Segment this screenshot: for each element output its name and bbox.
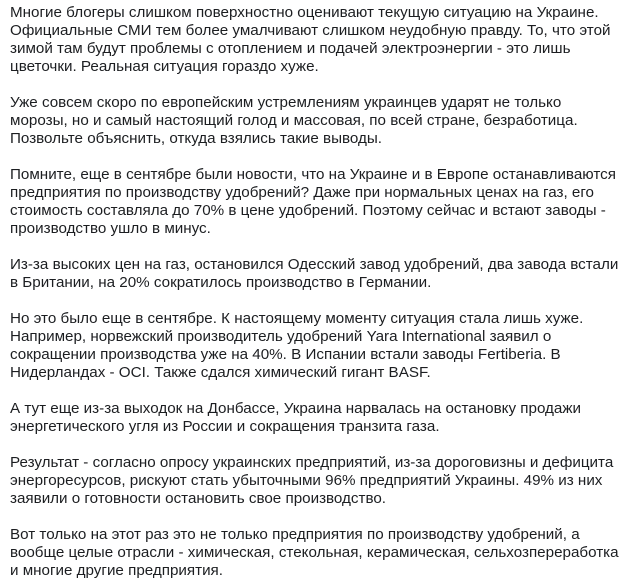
paragraph-1: Многие блогеры слишком поверхностно оценивают текущую ситуацию на Украине. Официальные СМИ тем более умалчивают слишком неудобную правду. То, что этой зимой там будут проблемы с отоплением и подачей электроэнергии - это лишь цветочки. Реальная ситуация гораздо хуже.: [10, 4, 611, 75]
paragraph-6: А тут еще из-за выходок на Донбассе, Украина нарвалась на остановку продажи энергетического угля из России и сокращения транзита газа.: [10, 400, 582, 435]
paragraph-2: Уже совсем скоро по европейским устремлениям украинцев ударят не только морозы, но и самый настоящий голод и массовая, по всей стране, безработица. Позвольте объяснить, откуда взялись такие выводы.: [10, 94, 578, 147]
paragraph-5: Но это было еще в сентябре. К настоящему моменту ситуация стала лишь хуже. Например, норвежский производитель удобрений Yara International заявил о сокращении производства уже на 40%. В Испании встали заводы Fertiberia. В Нидерландах - OCI. Также сдался химический гигант BASF.: [10, 310, 584, 381]
paragraph-3: Помните, еще в сентябре были новости, что на Украине и в Европе останавливаются предприятия по производству удобрений? Даже при нормальных ценах на газ, его стоимость составляла до 70% в цене удобрений. Поэтому сейчас и встают заводы - производство ушло в минус.: [10, 166, 616, 237]
paragraph-7: Результат - согласно опросу украинских предприятий, из-за дороговизны и дефицита энергоресурсов, рискуют стать убыточными 96% предприятий Украины. 49% из них заявили о готовности остановить свое производство.: [10, 454, 614, 507]
paragraph-4: Из-за высоких цен на газ, остановился Одесский завод удобрений, два завода встали в Британии, на 20% сократилось производство в Германии.: [10, 256, 619, 291]
paragraph-8: Вот только на этот раз это не только предприятия по производству удобрений, а вообще целые отрасли - химическая, стекольная, керамическая, сельхозпереработка и многие другие предприятия.: [10, 526, 619, 579]
